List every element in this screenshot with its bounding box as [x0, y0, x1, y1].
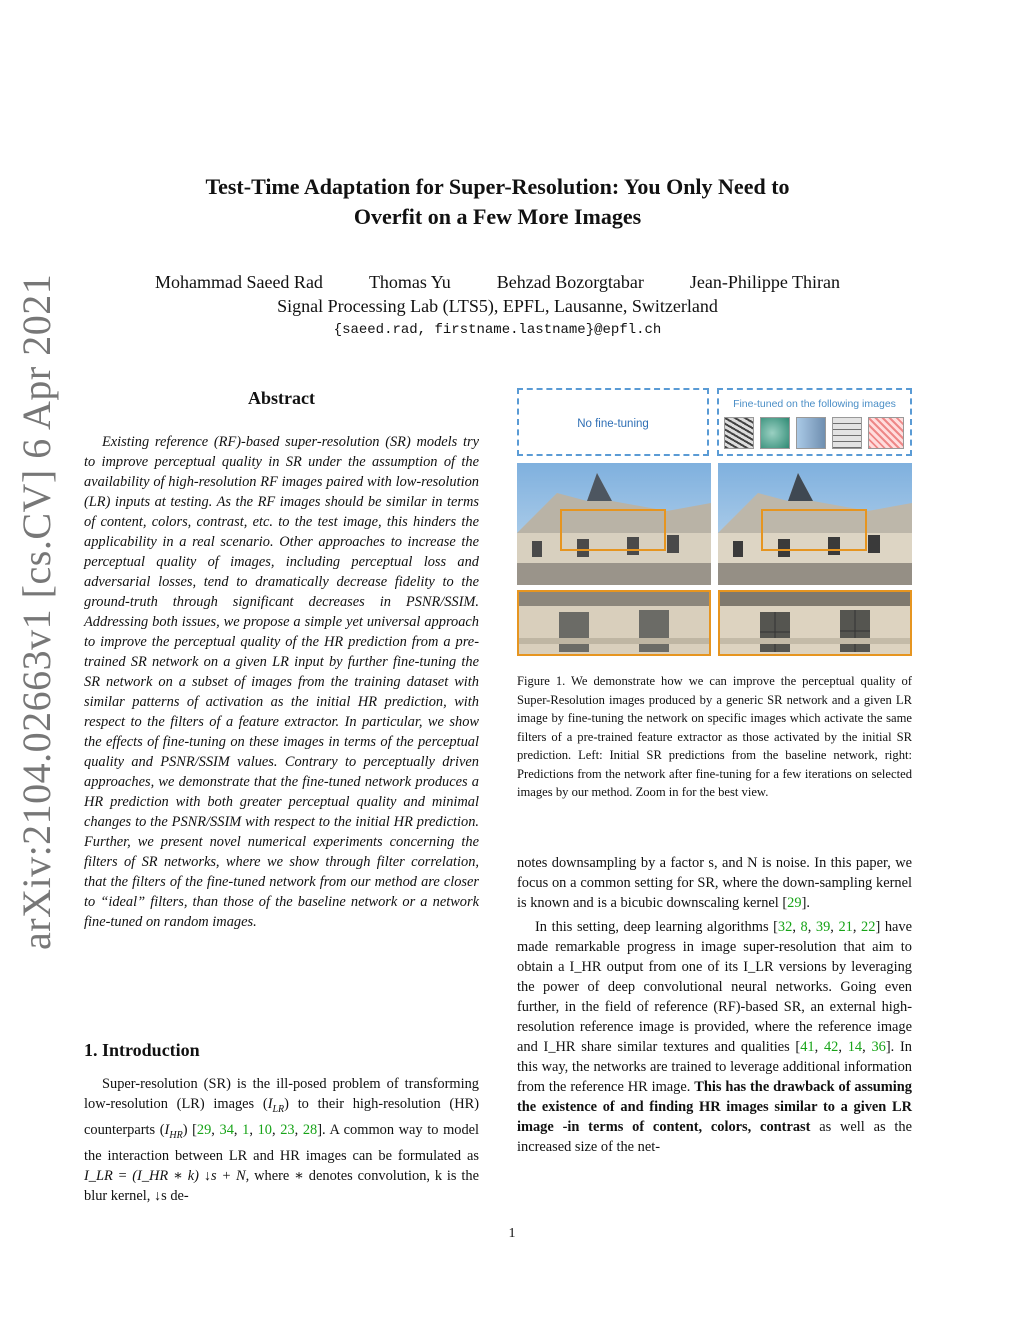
bold-statement: This has the drawback of assuming the existence of and finding HR images similar to a given LR image -in terms of content, colors, contrast: [517, 1079, 912, 1135]
figure-label-finetuned: Fine-tuned on the following images: [733, 398, 896, 410]
citation-link[interactable]: 21: [838, 919, 853, 935]
training-image-thumbnail: [724, 417, 754, 449]
citation-link[interactable]: 10: [257, 1121, 272, 1138]
introduction-paragraph: Super-resolution (SR) is the ill-posed problem of transforming low-resolution (LR) images $(I_{LR})$ to their high-resolution (HR) counterparts $(I_{HR})$ [29, 34, 1, 10, 23, 28]. A common way to model the interaction between LR and HR images can be formulated as I_LR = (I_HR ∗ k) ↓s + N, where ∗ denotes convolution, k is the blur kernel, ↓s de-: [84, 1076, 480, 1204]
author-list: [110, 272, 885, 293]
citation-link[interactable]: 14: [847, 1039, 863, 1055]
title-line-1: Test-Time Adaptation for Super-Resolution: You Only Need to: [205, 174, 790, 199]
citation-link[interactable]: 32: [777, 919, 793, 935]
introduction-heading: 1. Introduction: [84, 1040, 200, 1060]
citation-link[interactable]: 1: [242, 1121, 250, 1138]
author: Thomas Yu: [368, 272, 451, 292]
citation-link[interactable]: 28: [302, 1121, 318, 1138]
page-number: 1: [508, 1226, 516, 1241]
zoomed-crop-baseline: [517, 590, 711, 656]
right-column-text: [517, 853, 912, 1157]
citation-link[interactable]: 36: [871, 1039, 886, 1055]
citation-link[interactable]: 23: [280, 1121, 295, 1138]
paragraph: notes downsampling by a factor s, and N is noise. In this paper, we focus on a common setting for SR, where the down-sampling kernel is known and is a bicubic downscaling kernel [29].: [517, 855, 912, 911]
author: Behzad Bozorgtabar: [496, 272, 644, 292]
training-image-thumbnail: [832, 417, 862, 449]
training-image-thumbnail: [796, 417, 826, 449]
castle-photo-baseline: [517, 463, 711, 585]
paragraph: In this setting, deep learning algorithms [32, 8, 39, 21, 22] have made remarkable progress in image super-resolution that aim to obtain a I_HR output from one of its I_LR versions by leveraging the power of deep convolutional neural networks. Going even further, in the field of reference (RF)-based SR, an external high-resolution reference image is provided, where the reference image and I_HR share similar textures and qualities [41, 42, 14, 36]. In this way, the networks are trained to leverage additional information from the reference HR image. This has the drawback of assuming the existence of and finding HR images similar to a given LR image -in terms of content, colors, contrast as well as the increased size of the net-: [517, 919, 913, 1155]
paper-title: [110, 172, 885, 232]
citation-link[interactable]: 39: [815, 919, 831, 935]
arxiv-identifier-stamp: arXiv:2104.02663v1 [cs.CV] 6 Apr 2021: [14, 273, 59, 950]
abstract-text: Existing reference (RF)-based super-resolution (SR) models try to improve perceptual quality in SR under the assumption of the availability of high-resolution RF images paired with low-resolution (LR) inputs at testing. As the RF images should be similar in terms of content, colors, contrast, etc. to the test image, this hinders the applicability in a real scenario. Other approaches to increase the perceptual quality of images, including perceptual loss and adversarial losses, tend to dramatically decrease fidelity to the ground-truth through significant decreases in PSNR/SSIM. Addressing both issues, we propose a simple yet universal approach to improve the perceptual quality of the HR prediction from a pre-trained SR network on a given LR input by further fine-tuning the SR network on a subset of images from the training dataset with similar patterns of activation as the initial HR prediction, with respect to the filters of a feature extractor. In particular, we show the effects of fine-tuning on these images in terms of the perceptual quality and PSNR/SSIM values. Contrary to perceptually driven approaches, we demonstrate that the fine-tuned network produces a HR prediction with both greater perceptual quality and minimal changes to the PSNR/SSIM with respect to the initial HR prediction. Further, we present novel numerical experiments concerning the filters of SR networks, where we show through filter correlation, that the filters of the fine-tuned network from our method are closer to “ideal” filters, than those of the baseline network or a network fine-tuned on random images.: [84, 434, 479, 930]
zoomed-crop-finetuned: [718, 590, 912, 656]
figure-label-no-finetuning: No fine-tuning: [577, 418, 649, 430]
author-emails: {saeed.rad, firstname.lastname}@epfl.ch: [333, 322, 662, 338]
citation-link[interactable]: 41: [800, 1039, 815, 1055]
figure-caption: Figure 1. We demonstrate how we can improve the perceptual quality of Super-Resolution images produced by a generic SR network and a given LR image by fine-tuning the network on specific images which activate the same filters of a pre-trained feature extractor as those activated by the initial SR prediction. Left: Initial SR predictions from the baseline network, right: Predictions from the network after fine-tuning for a few iterations on selected images by our method. Zoom in for the best view.: [517, 674, 912, 799]
citation-link[interactable]: 22: [861, 919, 876, 935]
abstract-heading: Abstract: [248, 388, 315, 408]
citation-link[interactable]: 34: [219, 1121, 234, 1138]
title-line-2: Overfit on a Few More Images: [353, 204, 642, 229]
citation-link[interactable]: 29: [196, 1121, 212, 1138]
author: Mohammad Saeed Rad: [154, 272, 323, 292]
affiliation: Signal Processing Lab (LTS5), EPFL, Lausanne, Switzerland: [277, 296, 718, 316]
training-image-thumbnail: [760, 417, 790, 449]
castle-photo-finetuned: [718, 463, 912, 585]
citation-link[interactable]: 29: [787, 895, 802, 911]
citation-link[interactable]: 42: [823, 1039, 839, 1055]
training-image-thumbnail: [868, 417, 904, 449]
citation-link[interactable]: 8: [800, 919, 808, 935]
equation: I_LR = (I_HR ∗ k) ↓s + N,: [84, 1167, 250, 1184]
author: Jean-Philippe Thiran: [689, 272, 841, 292]
